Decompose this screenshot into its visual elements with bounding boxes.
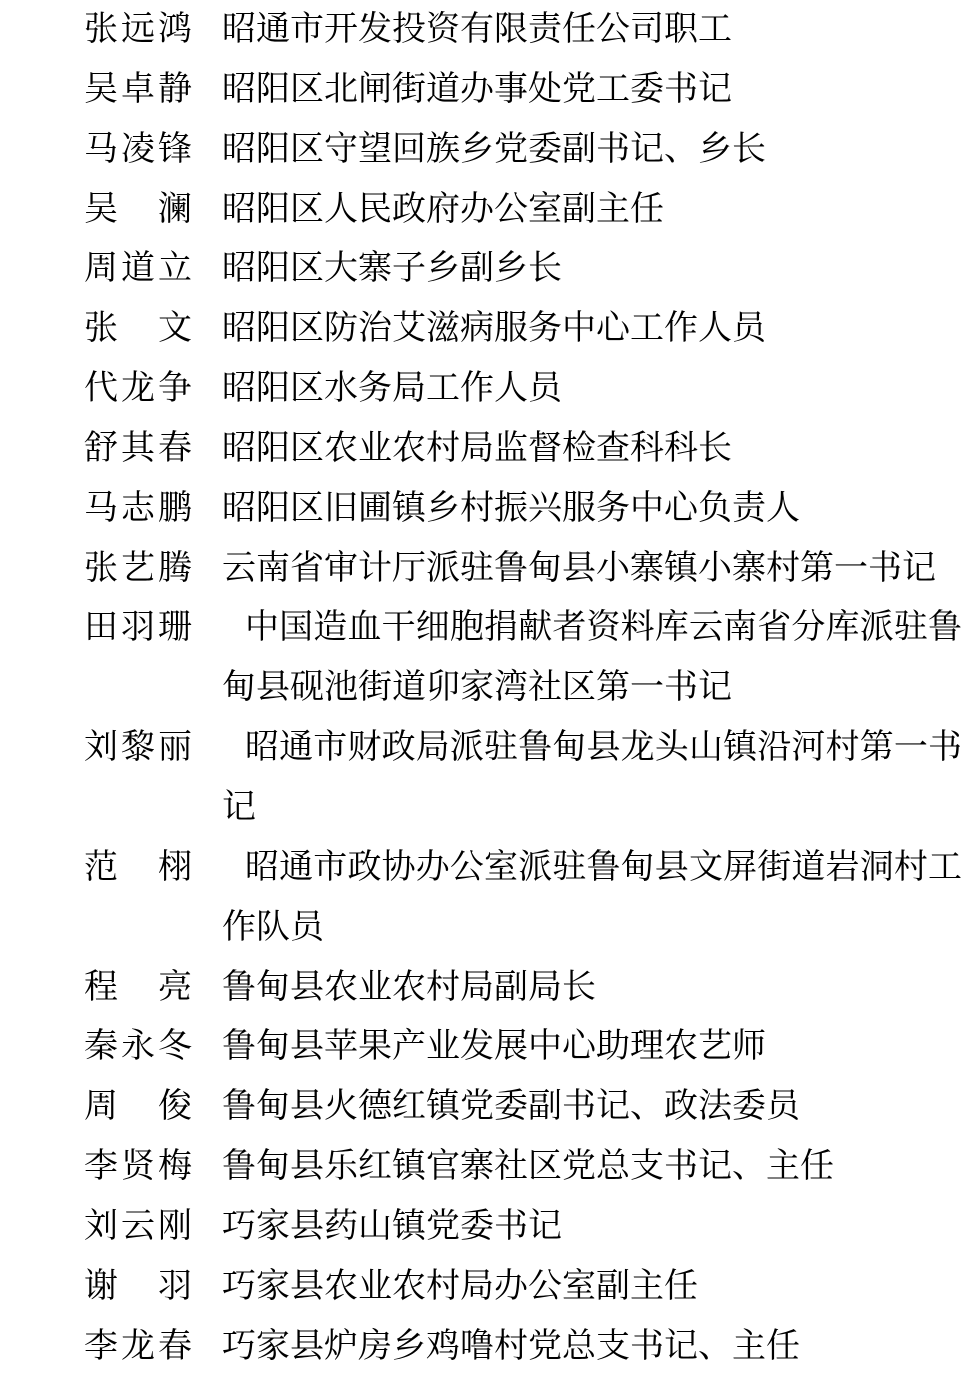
person-position: 鲁甸县火德红镇党委副书记、政法委员 <box>222 1087 800 1126</box>
person-position: 巧家县农业农村局办公室副主任 <box>222 1266 698 1305</box>
person-name: 范栩 <box>84 847 192 886</box>
person-name: 谢羽 <box>84 1266 192 1305</box>
roster-entry <box>0 479 970 539</box>
person-position: 昭阳区守望回族乡党委副书记、乡长 <box>222 129 766 168</box>
roster-entry <box>0 958 970 1018</box>
person-name: 张远鸿 <box>84 10 192 48</box>
roster-entry <box>0 180 970 240</box>
person-position: 昭阳区大寨子乡副乡长 <box>222 249 562 288</box>
person-position: 鲁甸县农业农村局副局长 <box>222 967 596 1006</box>
person-name: 李贤梅 <box>84 1147 192 1186</box>
roster-entry <box>0 1317 970 1377</box>
person-position: 中国造血干细胞捐献者资料库云南省分库派驻鲁甸县砚池街道卯家湾社区第一书记 <box>222 608 962 707</box>
person-position: 昭阳区人民政府办公室副主任 <box>222 189 664 228</box>
person-position: 昭阳区水务局工作人员 <box>222 369 562 408</box>
roster-entry <box>0 718 970 838</box>
person-name: 张艺腾 <box>84 548 192 587</box>
person-position: 巧家县炉房乡鸡噜村党总支书记、主任 <box>222 1326 800 1365</box>
person-position: 昭阳区北闸街道办事处党工委书记 <box>222 69 732 108</box>
person-name: 代龙争 <box>84 369 192 408</box>
person-name: 程亮 <box>84 967 192 1006</box>
person-position: 昭阳区农业农村局监督检查科科长 <box>222 428 732 467</box>
roster-entry <box>0 1257 970 1317</box>
person-position: 昭通市政协办公室派驻鲁甸县文屏街道岩洞村工作队员 <box>222 847 962 946</box>
roster-entry <box>0 539 970 599</box>
roster-entry <box>0 239 970 299</box>
roster-entry <box>0 60 970 120</box>
person-position: 昭通市财政局派驻鲁甸县龙头山镇沿河村第一书记 <box>222 728 962 826</box>
person-name: 马志鹏 <box>84 488 192 527</box>
roster-entry <box>0 299 970 359</box>
roster-entry <box>0 1077 970 1137</box>
roster-entry <box>0 1017 970 1077</box>
person-name: 周道立 <box>84 249 192 288</box>
roster-entry <box>0 359 970 419</box>
person-position: 昭阳区防治艾滋病服务中心工作人员 <box>222 309 766 348</box>
person-name: 马凌锋 <box>84 129 192 168</box>
roster-entry <box>0 1137 970 1197</box>
roster-entry <box>0 598 970 718</box>
person-name: 秦永冬 <box>84 1027 192 1066</box>
person-name: 吴卓静 <box>84 69 192 108</box>
person-position: 云南省审计厅派驻鲁甸县小寨镇小寨村第一书记 <box>222 548 936 587</box>
person-position: 昭阳区旧圃镇乡村振兴服务中心负责人 <box>222 488 800 527</box>
roster-entry <box>0 419 970 479</box>
person-name: 舒其春 <box>84 428 192 467</box>
roster-entry <box>0 120 970 180</box>
person-name: 张文 <box>84 309 192 348</box>
person-position: 昭通市开发投资有限责任公司职工 <box>222 10 732 48</box>
roster-entry <box>0 1197 970 1257</box>
person-position: 巧家县药山镇党委书记 <box>222 1206 562 1245</box>
person-position: 鲁甸县苹果产业发展中心助理农艺师 <box>222 1027 766 1066</box>
person-name: 吴澜 <box>84 189 192 228</box>
person-name: 田羽珊 <box>84 608 192 647</box>
roster-entry <box>0 838 970 958</box>
person-name: 刘云刚 <box>84 1206 192 1245</box>
person-name: 周俊 <box>84 1087 192 1126</box>
person-name: 李龙春 <box>84 1326 192 1365</box>
roster-entry <box>0 0 970 60</box>
person-name: 刘黎丽 <box>84 728 192 767</box>
person-position: 鲁甸县乐红镇官寨社区党总支书记、主任 <box>222 1147 834 1186</box>
